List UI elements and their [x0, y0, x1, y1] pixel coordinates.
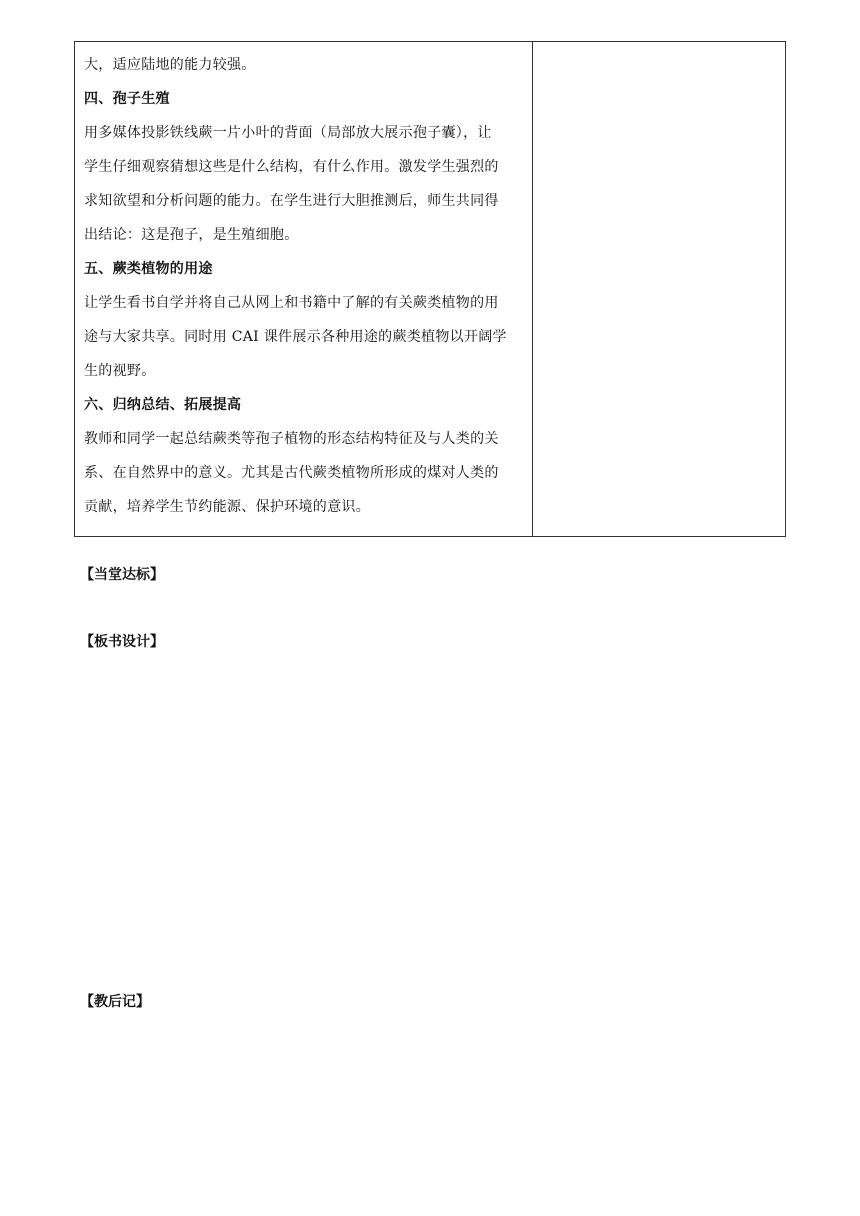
section-heading-spore-reproduction: 四、孢子生殖 [84, 91, 170, 107]
text-line: 教师和同学一起总结蕨类等孢子植物的形态结构特征及与人类的关 [84, 431, 499, 447]
text-line: 让学生看书自学并将自己从网上和书籍中了解的有关蕨类植物的用 [84, 295, 499, 311]
notes-cell [533, 42, 785, 536]
section-heading-summary: 六、归纳总结、拓展提高 [84, 397, 242, 413]
board-design-label: 【板书设计】 [80, 634, 164, 650]
text-line: 出结论：这是孢子，是生殖细胞。 [84, 227, 299, 243]
text-line: 途与大家共享。同时用 CAI 课件展示各种用途的蕨类植物以开阔学 [84, 329, 507, 345]
reflection-label: 【教后记】 [80, 994, 150, 1010]
text-line: 贡献，培养学生节约能源、保护环境的意识。 [84, 499, 370, 515]
text-line: 求知欲望和分析问题的能力。在学生进行大胆推测后，师生共同得 [84, 193, 499, 209]
text-line: 大，适应陆地的能力较强。 [84, 57, 256, 73]
section-heading-fern-uses: 五、蕨类植物的用途 [84, 261, 213, 277]
lesson-table [74, 41, 786, 537]
text-line: 学生仔细观察猜想这些是什么结构，有什么作用。激发学生强烈的 [84, 159, 499, 175]
text-line: 用多媒体投影铁线蕨一片小叶的背面（局部放大展示孢子囊），让 [84, 125, 492, 141]
text-line: 生的视野。 [84, 363, 156, 379]
practice-label: 【当堂达标】 [80, 567, 164, 583]
lesson-content-cell [75, 42, 533, 536]
text-line: 系、在自然界中的意义。尤其是古代蕨类植物所形成的煤对人类的 [84, 465, 499, 481]
